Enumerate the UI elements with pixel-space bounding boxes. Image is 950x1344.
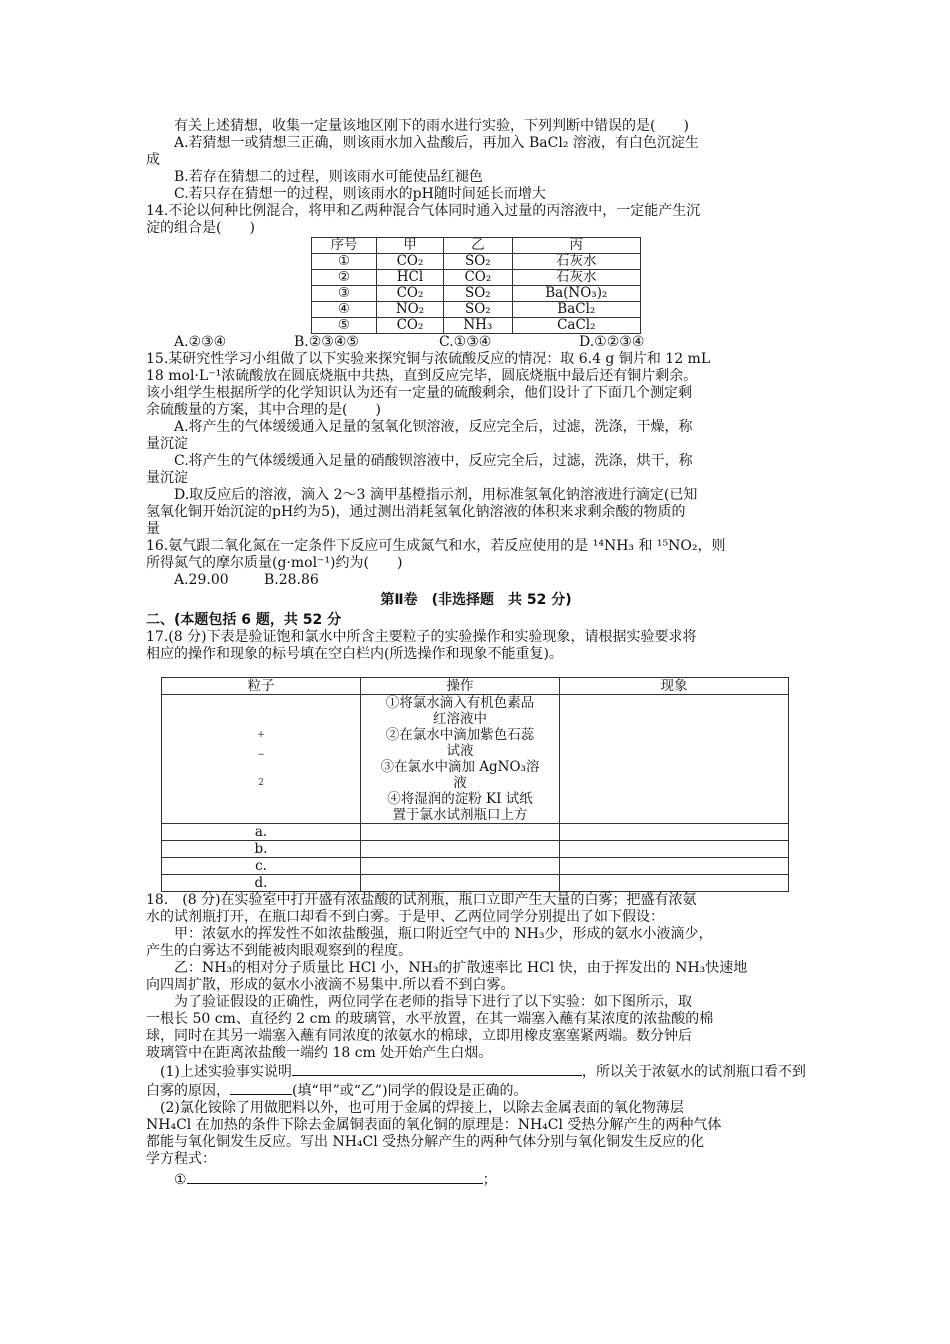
q17-header: 粒子	[162, 678, 361, 695]
q14-header: 序号	[312, 238, 377, 254]
operation-line: 红溶液中	[433, 711, 487, 727]
table-row	[162, 695, 789, 824]
q14-cell: BaCl₂	[512, 302, 640, 318]
q15-option-c: C.将产生的气体缓缓通入足量的硝酸钡溶液中，反应完全后，过滤，洗涤，烘干，称	[174, 453, 693, 469]
table-row	[312, 254, 641, 270]
q15-option-d-cont: 量	[146, 521, 160, 537]
table-row	[162, 824, 789, 841]
q15-option-d-cont: 氢氧化铜开始沉淀的pH约为5)，通过测出消耗氢氧化钠溶液的体积来求剩余酸的物质的	[146, 504, 686, 520]
q18-experiment-cont: 玻璃管中在距离浓盐酸一端约 18 cm 处开始产生白烟。	[146, 1045, 493, 1061]
q17-stem-cont: 相应的操作和现象的标号填在空白栏内(所选操作和现象不能重复)。	[146, 646, 563, 662]
answer-cell[interactable]	[361, 875, 560, 892]
q13-option-a: A.若猜想一或猜想三正确，则该雨水加入盐酸后，再加入 BaCl₂ 溶液，有白色沉淀生	[174, 135, 699, 151]
q13-option-a-cont: 成	[146, 152, 160, 168]
q18-hypothesis-yi: 乙：NH₃的相对分子质量比 HCl 小，NH₃的扩散速率比 HCl 快，由于挥发出的 NH₃快速地	[174, 960, 748, 976]
table-row	[162, 858, 789, 875]
q17-row-label: c.	[162, 858, 361, 875]
q14-option-d: D.①②③④	[579, 334, 645, 350]
q14-table	[311, 237, 641, 334]
q14-cell: NH₃	[444, 318, 512, 334]
q18-sub1-text: (填“甲”或“乙”)同学的假设是正确的。	[292, 1083, 528, 1099]
q14-cell: ⑤	[312, 318, 377, 334]
q18-stem-cont: 水的试剂瓶打开，在瓶口却看不到白雾。于是甲、乙两位同学分别提出了如下假设：	[146, 909, 664, 925]
q18-sub2-cont: NH₄Cl 在加热的条件下除去金属铜表面的氧化铜的原理是：NH₄Cl 受热分解产生的两种气体	[146, 1117, 722, 1133]
q14-cell: CaCl₂	[512, 318, 640, 334]
q14-cell: SO₂	[444, 254, 512, 270]
q14-cell: CO₂	[444, 270, 512, 286]
q14-option-a: A.②③④	[174, 334, 227, 350]
q15-stem-cont: 该小组学生根据所学的化学知识认为还有一定量的硫酸剩余，他们设计了下面几个测定剩	[146, 385, 692, 401]
answer-cell[interactable]	[560, 824, 789, 841]
q14-header: 丙	[512, 238, 640, 254]
q18-sub1-text: ，所以关于浓氨水的试剂瓶口看不到	[581, 1064, 806, 1080]
part2-heading: 二、(本题包括 6 题，共 52 分	[146, 612, 342, 628]
table-row	[312, 302, 641, 318]
q14-cell: CO₂	[376, 286, 443, 302]
q17-operations-cell	[361, 695, 560, 824]
table-row	[312, 318, 641, 334]
answer-cell[interactable]	[560, 841, 789, 858]
q16-stem: 16.氨气跟二氧化氮在一定条件下反应可生成氮气和水，若反应使用的是 ¹⁴NH₃ 和 ¹⁵NO₂，则	[146, 538, 726, 554]
q13-option-b: B.若存在猜想二的过程，则该雨水可能使品红褪色	[174, 169, 483, 185]
q16-option-a: A.29.00	[174, 572, 229, 588]
table-row	[312, 286, 641, 302]
q16-stem-cont: 所得氮气的摩尔质量(g·mol⁻¹)约为( )	[146, 555, 403, 571]
operation-line: ②在氯水中滴加紫色石蕊	[385, 727, 535, 743]
q14-cell: ②	[312, 270, 377, 286]
particle-mark: −	[257, 750, 265, 760]
q14-cell: ③	[312, 286, 377, 302]
answer-blank[interactable]	[292, 1062, 582, 1076]
answer-cell[interactable]	[361, 841, 560, 858]
q16-option-b: B.28.86	[264, 572, 319, 588]
q18-equation-1	[146, 1170, 806, 1189]
q14-header: 甲	[376, 238, 443, 254]
q14-cell: 石灰水	[512, 254, 640, 270]
q17-header: 现象	[560, 678, 789, 695]
q18-sub2-cont: 都能与氧化铜发生反应。写出 NH₄Cl 受热分解产生的两种气体分别与氧化铜发生反应的化	[146, 1134, 705, 1150]
table-row	[162, 875, 789, 892]
q17-phenomenon-cell	[560, 695, 789, 824]
q14-cell: ④	[312, 302, 377, 318]
equation-end: ；	[482, 1172, 497, 1188]
q18-sub1-cont	[146, 1081, 806, 1100]
particle-mark: +	[257, 730, 265, 740]
q18-hypothesis-jia-cont: 产生的白雾达不到能被肉眼观察到的程度。	[146, 943, 412, 959]
q18-sub1	[146, 1062, 806, 1081]
q17-header: 操作	[361, 678, 560, 695]
answer-cell[interactable]	[560, 858, 789, 875]
q14-cell: CO₂	[376, 254, 443, 270]
q18-sub2: (2)氯化铵除了用做肥料以外，也可用于金属的焊接上，以除去金属表面的氧化物薄层	[160, 1100, 684, 1116]
equation-label: ①	[174, 1172, 187, 1188]
q15-option-a: A.将产生的气体缓缓通入足量的氢氧化钡溶液，反应完全后，过滤，洗涤，干燥，称	[174, 419, 693, 435]
q18-experiment-cont: 球，同时在其另一端塞入蘸有同浓度的浓氨水的棉球，立即用橡皮塞塞紧两端。数分钟后	[146, 1028, 692, 1044]
q15-option-c-cont: 量沉淀	[146, 470, 188, 486]
q14-cell: NO₂	[376, 302, 443, 318]
q14-cell: SO₂	[444, 286, 512, 302]
q14-stem-cont: 淀的组合是( )	[146, 220, 255, 236]
q17-table	[161, 677, 789, 892]
q18-sub1-text: 白雾的原因，	[146, 1083, 230, 1099]
q17-particle-cell	[162, 695, 361, 824]
operation-line: 试液	[446, 743, 474, 759]
q17-row-label: a.	[162, 824, 361, 841]
operation-line: ④将湿润的淀粉 KI 试纸	[387, 791, 533, 807]
answer-blank[interactable]	[187, 1170, 483, 1184]
q14-cell: 石灰水	[512, 270, 640, 286]
answer-cell[interactable]	[361, 824, 560, 841]
q13-option-c: C.若只存在猜想一的过程，则该雨水的pH随时间延长而增大	[174, 186, 546, 202]
q18-experiment-cont: 一根长 50 cm、直径约 2 cm 的玻璃管，水平放置，在其一端塞入蘸有某浓度的浓盐酸的棉	[146, 1011, 714, 1027]
q14-stem: 14.不论以何种比例混合，将甲和乙两种混合气体同时通入过量的丙溶液中，一定能产生沉	[146, 203, 701, 219]
q14-cell: ①	[312, 254, 377, 270]
q18-hypothesis-jia: 甲：浓氨水的挥发性不如浓盐酸强，瓶口附近空气中的 NH₃少，形成的氨水小液滴少，	[174, 926, 713, 942]
q15-stem-cont: 余硫酸量的方案，其中合理的是( )	[146, 402, 381, 418]
q14-cell: SO₂	[444, 302, 512, 318]
q14-header: 乙	[444, 238, 512, 254]
q13-stem: 有关上述猜想，收集一定量该地区刚下的雨水进行实验，下列判断中错误的是( )	[174, 118, 689, 134]
operation-line: 置于氯水试剂瓶口上方	[392, 807, 528, 823]
q17-row-label: d.	[162, 875, 361, 892]
q18-sub1-text: (1)上述实验事实说明	[160, 1064, 292, 1080]
answer-cell[interactable]	[361, 858, 560, 875]
q14-cell: Ba(NO₃)₂	[512, 286, 640, 302]
answer-cell[interactable]	[560, 875, 789, 892]
q15-stem: 15.某研究性学习小组做了以下实验来探究铜与浓硫酸反应的情况：取 6.4 g 铜片和 12 mL	[146, 351, 711, 367]
q14-option-c: C.①③④	[439, 334, 492, 350]
q14-options	[146, 334, 806, 351]
q18-hypothesis-yi-cont: 向四周扩散，形成的氨水小液滴不易集中.所以看不到白雾。	[146, 977, 515, 993]
q18-stem: 18. (8 分)在实验室中打开盛有浓盐酸的试剂瓶，瓶口立即产生大量的白雾；把盛有浓氨	[146, 892, 697, 908]
q15-stem-cont: 18 mol·L⁻¹浓硫酸放在圆底烧瓶中共热，直到反应完毕，圆底烧瓶中最后还有铜片剩余。	[146, 368, 698, 384]
q14-option-b: B.②③④⑤	[294, 334, 359, 350]
q14-cell: HCl	[376, 270, 443, 286]
q18-experiment: 为了验证假设的正确性，两位同学在老师的指导下进行了以下实验：如下图所示，取	[174, 994, 692, 1010]
answer-blank[interactable]	[230, 1081, 292, 1095]
exam-page	[146, 118, 806, 1189]
operation-line: 液	[453, 775, 467, 791]
table-row	[162, 841, 789, 858]
part2-title: 第Ⅱ卷 (非选择题 共 52 分)	[380, 592, 572, 608]
q14-cell: CO₂	[376, 318, 443, 334]
q15-option-d: D.取反应后的溶液，滴入 2～3 滴甲基橙指示剂，用标准氢氧化钠溶液进行滴定(已知	[174, 487, 698, 503]
q15-option-a-cont: 量沉淀	[146, 436, 188, 452]
q17-stem: 17.(8 分)下表是验证饱和氯水中所含主要粒子的实验操作和实验现象，请根据实验要求将	[146, 629, 697, 645]
operation-line: ③在氯水中滴加 AgNO₃溶	[380, 759, 540, 775]
q18-sub2-cont: 学方程式：	[146, 1151, 216, 1167]
q17-row-label: b.	[162, 841, 361, 858]
operation-line: ①将氯水滴入有机色素品	[385, 695, 535, 711]
q16-options	[146, 572, 806, 589]
particle-mark: 2	[258, 778, 264, 788]
table-row	[312, 270, 641, 286]
